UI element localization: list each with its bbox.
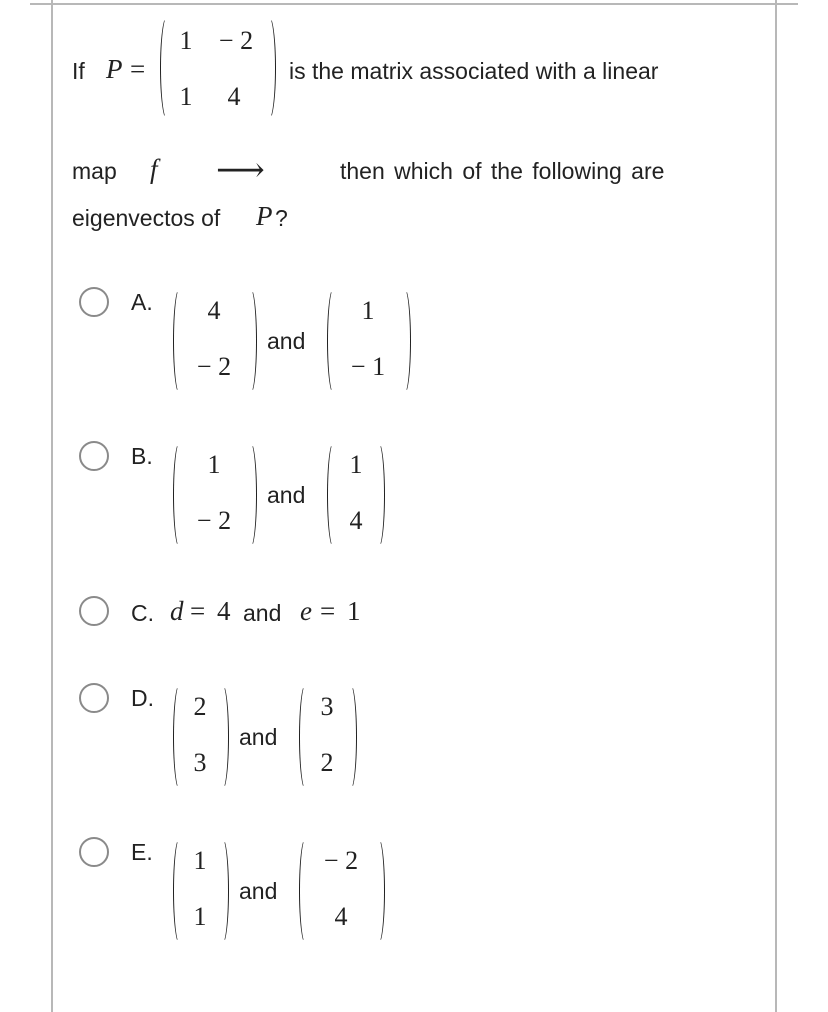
option-b-v2-top: 1 xyxy=(349,450,363,479)
stem-text-1: is the matrix associated with a linear xyxy=(289,58,659,84)
option-d-label: D. xyxy=(131,685,154,711)
option-e-v1-top: 1 xyxy=(193,846,207,875)
option-e-v1-bottom: 1 xyxy=(193,902,207,931)
option-c-label: C. xyxy=(131,600,154,626)
p-variable: P xyxy=(106,54,123,84)
option-c-and: and xyxy=(243,600,282,626)
matrix-r2c2: 4 xyxy=(227,82,241,111)
option-b-and: and xyxy=(267,482,306,508)
option-c-d-value: 4 xyxy=(217,596,231,626)
option-c-radio[interactable] xyxy=(79,596,109,626)
option-a-v2-top: 1 xyxy=(361,296,375,325)
option-a-radio[interactable] xyxy=(79,287,109,317)
option-d-v1-top: 2 xyxy=(193,692,207,721)
option-c-equals-2: = xyxy=(320,596,336,626)
option-e-v2-top: − 2 xyxy=(323,846,359,875)
equals-sign: = xyxy=(130,54,146,84)
option-b-v1-bottom: − 2 xyxy=(196,506,232,535)
option-a-label: A. xyxy=(131,289,153,315)
option-d-v1-right-paren xyxy=(216,684,229,790)
option-a-v1-bottom: − 2 xyxy=(196,352,232,381)
option-a-v1-right-paren xyxy=(244,288,257,394)
option-d-and: and xyxy=(239,724,278,750)
option-e-v1-right-paren xyxy=(216,838,229,944)
matrix-r1c2: − 2 xyxy=(218,26,254,55)
matrix-r2c1: 1 xyxy=(179,82,193,111)
option-e-radio[interactable] xyxy=(79,837,109,867)
option-a-v2-right-paren xyxy=(398,288,411,394)
arrow-icon: ⟶ xyxy=(216,152,265,189)
option-a-v2-bottom: − 1 xyxy=(350,352,386,381)
option-b-v2-right-paren xyxy=(372,442,385,548)
p-variable-2: P xyxy=(256,201,273,231)
option-d-v1-bottom: 3 xyxy=(193,748,207,777)
option-d-v2-right-paren xyxy=(344,684,357,790)
option-e-v2-bottom: 4 xyxy=(334,902,348,931)
question-mark: ? xyxy=(275,205,288,231)
option-c-d-variable: d xyxy=(170,596,184,626)
option-e-v2-right-paren xyxy=(372,838,385,944)
option-e-and: and xyxy=(239,878,278,904)
option-c-e-variable: e xyxy=(300,596,312,626)
option-b-v2-bottom: 4 xyxy=(349,506,363,535)
f-variable: f xyxy=(150,154,158,184)
option-b-v1-right-paren xyxy=(244,442,257,548)
stem-text-3: eigenvectos of xyxy=(72,205,221,231)
matrix-r1c1: 1 xyxy=(179,26,193,55)
option-e-label: E. xyxy=(131,839,153,865)
option-d-v2-top: 3 xyxy=(320,692,334,721)
if-word: If xyxy=(72,58,85,84)
option-d-radio[interactable] xyxy=(79,683,109,713)
option-a-v1-top: 4 xyxy=(207,296,221,325)
option-c-e-value: 1 xyxy=(347,596,361,626)
stem-text-2: then which of the following are xyxy=(340,158,665,184)
option-c-equals-1: = xyxy=(190,596,206,626)
option-b-radio[interactable] xyxy=(79,441,109,471)
map-word: map xyxy=(72,158,117,184)
option-b-label: B. xyxy=(131,443,153,469)
option-a-and: and xyxy=(267,328,306,354)
option-b-v1-top: 1 xyxy=(207,450,221,479)
option-d-v2-bottom: 2 xyxy=(320,748,334,777)
question-card xyxy=(51,0,777,1012)
matrix-right-paren xyxy=(262,16,276,120)
